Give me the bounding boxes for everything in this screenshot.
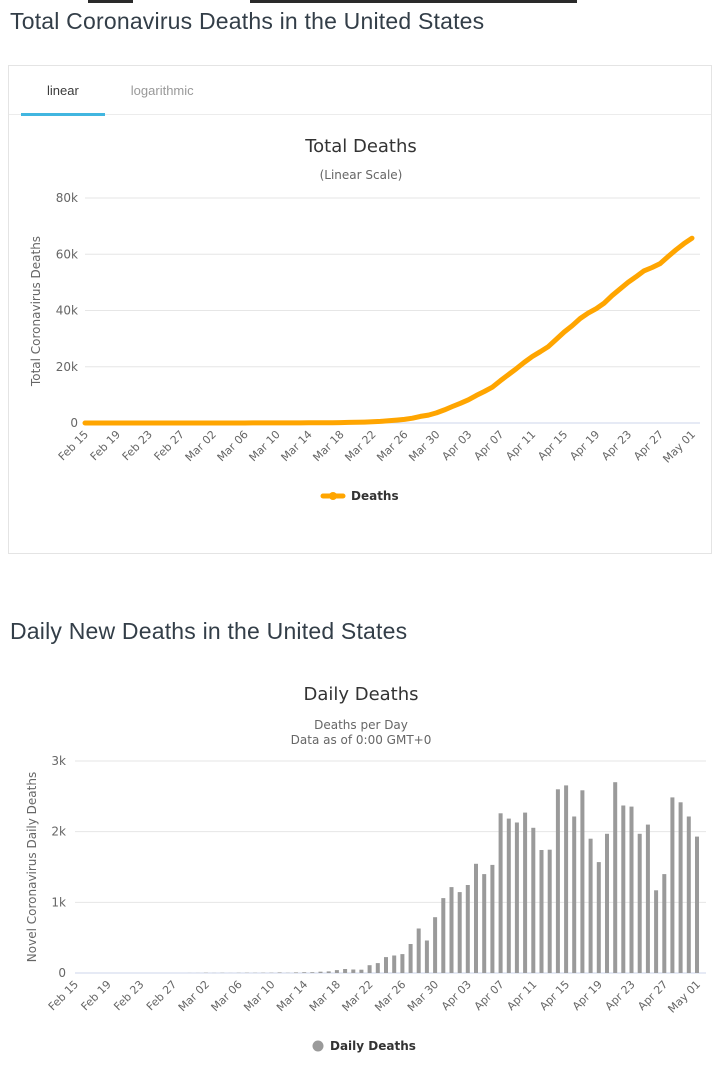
chart-title: Daily Deaths — [303, 684, 419, 705]
svg-text:Mar 14: Mar 14 — [274, 977, 311, 1015]
svg-text:Apr 27: Apr 27 — [631, 427, 667, 463]
section-heading-daily-deaths: Daily New Deaths in the United States — [10, 618, 408, 644]
svg-text:May 01: May 01 — [660, 427, 699, 466]
chart-subtitle: (Linear Scale) — [319, 168, 403, 182]
svg-text:Feb 15: Feb 15 — [55, 427, 92, 464]
total-deaths-line-chart[interactable] — [9, 115, 713, 553]
svg-text:Mar 22: Mar 22 — [339, 977, 376, 1015]
svg-text:Apr 27: Apr 27 — [635, 977, 671, 1013]
svg-text:Mar 02: Mar 02 — [175, 977, 213, 1015]
svg-text:Apr 19: Apr 19 — [567, 427, 603, 463]
svg-text:2k: 2k — [51, 824, 66, 839]
svg-text:Mar 18: Mar 18 — [310, 427, 347, 465]
svg-text:May 01: May 01 — [665, 977, 704, 1016]
chart-subtitle-line2: Data as of 0:00 GMT+0 — [290, 733, 432, 747]
cropped-page-artifact — [250, 0, 577, 3]
svg-text:Apr 23: Apr 23 — [599, 427, 635, 463]
svg-text:Apr 11: Apr 11 — [503, 427, 539, 463]
svg-text:Apr 11: Apr 11 — [504, 977, 540, 1013]
legend-item-daily-deaths[interactable] — [313, 1039, 416, 1053]
deaths-line-series[interactable] — [85, 238, 692, 423]
svg-text:Mar 14: Mar 14 — [278, 427, 315, 465]
svg-text:Apr 15: Apr 15 — [535, 427, 571, 463]
daily-deaths-bars[interactable] — [188, 782, 699, 973]
tab-logarithmic-label: logarithmic — [130, 82, 194, 98]
svg-text:Apr 15: Apr 15 — [537, 977, 573, 1013]
svg-text:Mar 26: Mar 26 — [374, 427, 411, 465]
scale-toggle-tabs — [9, 66, 711, 115]
legend-item-deaths[interactable] — [323, 489, 399, 503]
svg-text:Apr 03: Apr 03 — [439, 427, 475, 463]
svg-text:80k: 80k — [55, 191, 78, 205]
svg-text:Feb 19: Feb 19 — [78, 977, 114, 1014]
svg-text:Mar 26: Mar 26 — [372, 977, 409, 1015]
y-axis-title: Novel Coronavirus Daily Deaths — [25, 771, 39, 963]
svg-text:Mar 10: Mar 10 — [246, 427, 283, 465]
x-axis-tick-labels — [56, 428, 698, 466]
svg-text:Apr 23: Apr 23 — [602, 977, 638, 1013]
svg-text:0: 0 — [58, 966, 66, 980]
daily-deaths-bar-chart[interactable] — [0, 660, 722, 1071]
svg-text:Feb 23: Feb 23 — [111, 977, 147, 1014]
y-axis-tick-labels — [56, 191, 78, 430]
svg-text:Mar 22: Mar 22 — [342, 427, 379, 465]
svg-text:Feb 19: Feb 19 — [87, 427, 124, 464]
svg-text:1k: 1k — [51, 895, 66, 910]
legend-label: Daily Deaths — [330, 1039, 416, 1053]
tab-logarithmic[interactable] — [105, 66, 220, 114]
tab-linear[interactable] — [21, 66, 105, 114]
svg-text:Mar 18: Mar 18 — [306, 977, 344, 1015]
chart-subtitle-line1: Deaths per Day — [314, 718, 408, 732]
svg-text:3k: 3k — [51, 754, 66, 768]
svg-text:Feb 23: Feb 23 — [119, 427, 156, 464]
x-axis-tick-labels — [46, 978, 703, 1016]
legend-label: Deaths — [351, 489, 399, 503]
section-heading-total-deaths: Total Coronavirus Deaths in the United States — [10, 8, 485, 34]
svg-text:Apr 07: Apr 07 — [471, 977, 507, 1013]
chart-title: Total Deaths — [305, 136, 417, 157]
svg-text:Mar 30: Mar 30 — [406, 427, 443, 465]
cropped-page-artifact — [88, 0, 133, 3]
svg-text:20k: 20k — [55, 359, 78, 374]
svg-text:Mar 30: Mar 30 — [404, 977, 442, 1015]
svg-text:Apr 07: Apr 07 — [471, 427, 507, 463]
svg-text:Mar 10: Mar 10 — [241, 977, 278, 1015]
gridlines — [75, 761, 706, 973]
y-axis-title: Total Coronavirus Deaths — [29, 235, 43, 387]
svg-text:Mar 06: Mar 06 — [208, 977, 245, 1015]
total-deaths-chart-panel — [8, 65, 712, 554]
svg-text:Feb 15: Feb 15 — [45, 977, 82, 1014]
legend-point-marker-icon — [313, 1041, 324, 1052]
svg-text:0: 0 — [70, 416, 78, 430]
svg-text:Mar 02: Mar 02 — [182, 427, 219, 465]
y-axis-tick-labels — [51, 754, 66, 980]
svg-text:Apr 19: Apr 19 — [569, 977, 605, 1013]
svg-text:40k: 40k — [55, 303, 78, 318]
svg-text:60k: 60k — [55, 247, 78, 262]
svg-text:Feb 27: Feb 27 — [151, 427, 187, 464]
svg-text:Apr 03: Apr 03 — [438, 977, 474, 1013]
legend-point-marker-icon — [329, 492, 337, 500]
gridlines — [85, 198, 700, 423]
tab-linear-label: linear — [47, 82, 79, 98]
svg-text:Feb 27: Feb 27 — [143, 977, 180, 1014]
svg-text:Mar 06: Mar 06 — [214, 427, 251, 465]
